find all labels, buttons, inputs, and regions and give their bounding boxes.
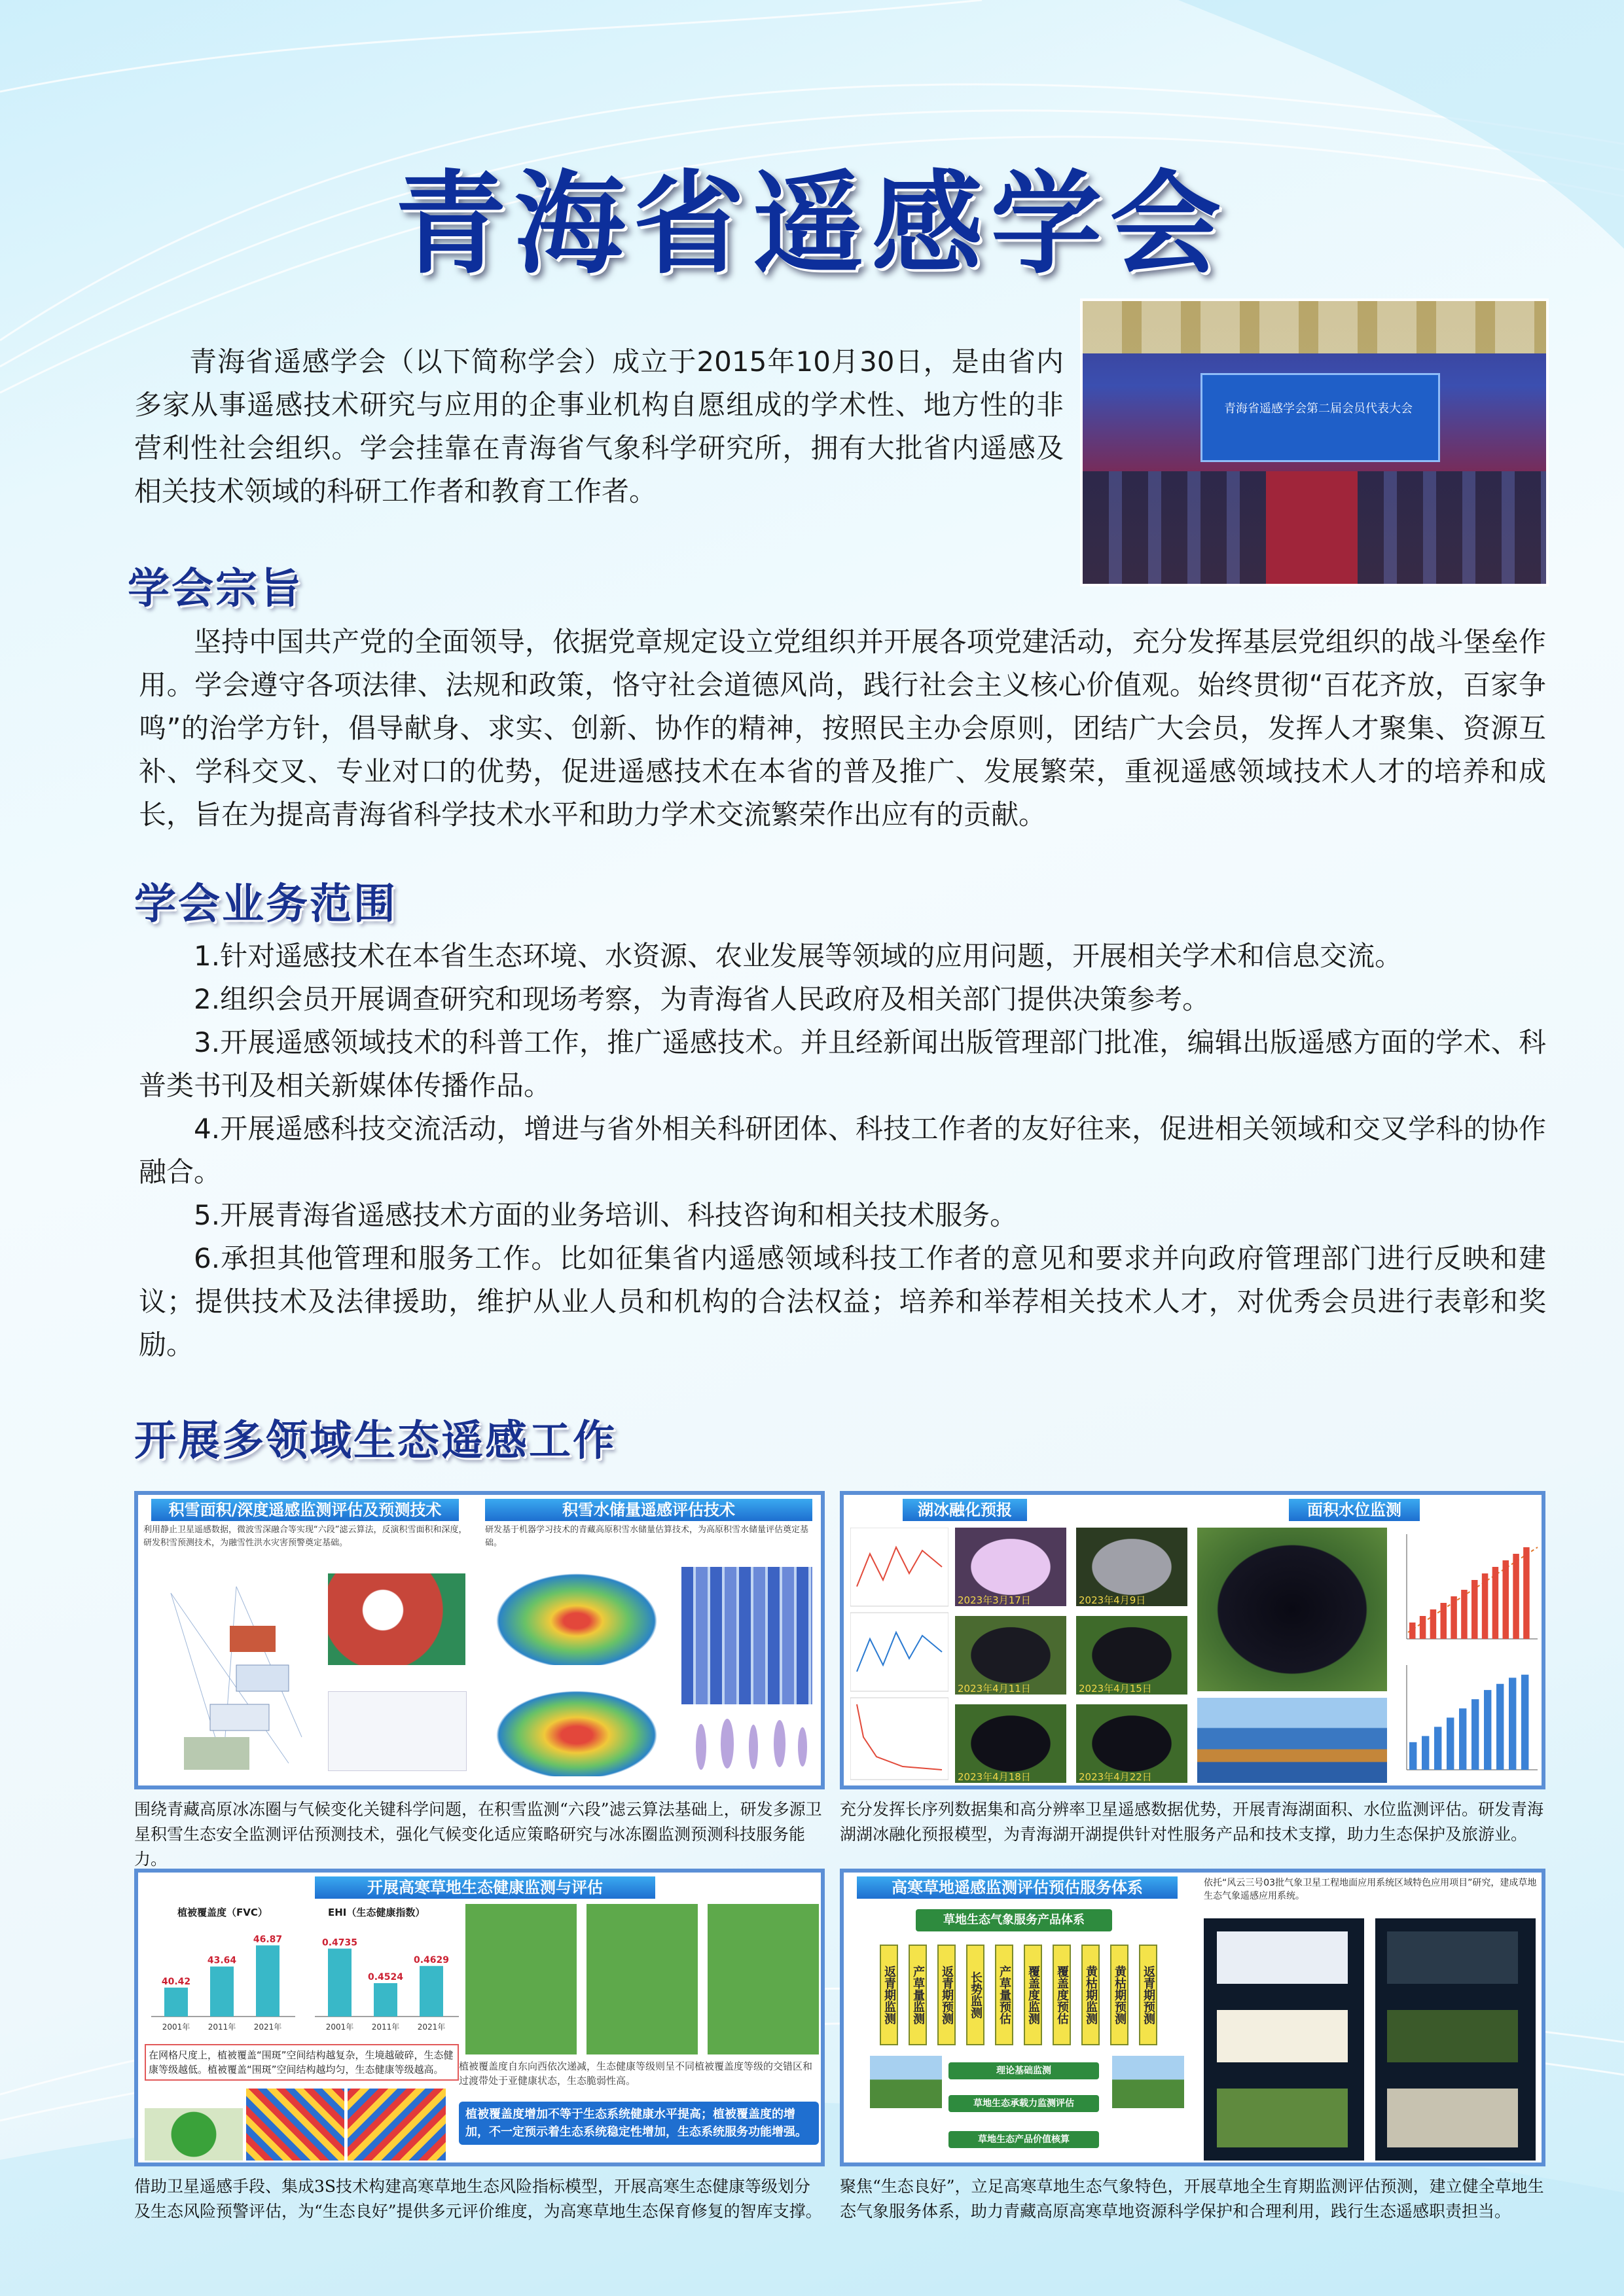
product-column: 覆盖度监测 <box>1024 1945 1042 2045</box>
panel4-caption: 聚焦“生态良好”，立足高寒草地生态气象特色，开展草地全生育期监测评估预测，建立健全草地生态气象服务体系，助力青藏高原高寒草地资源科学保护和合理利用，践行生态遥感职责担当。 <box>840 2177 1544 2221</box>
panel3-caption: 借助卫星遥感手段、集成3S技术构建高寒草地生态风险指标模型，开展高寒生态健康等级划分及生态风险预警评估，为“生态良好”提供多元评价维度，为高寒草地生态保育修复的智库支撑。 <box>134 2177 822 2221</box>
product-column: 黄枯期监测 <box>1081 1945 1100 2045</box>
chart-bar <box>1422 1736 1429 1770</box>
grid-map-3 <box>348 2089 446 2161</box>
panel-grassland-health <box>134 1869 825 2166</box>
product-column: 黄枯期预测 <box>1110 1945 1128 2045</box>
bar-value: 43.64 <box>207 1955 237 1966</box>
bar <box>328 1948 352 2017</box>
scope-item: 2.组织会员开展调查研究和现场考察，为青海省人民政府及相关部门提供决策参考。 <box>194 983 1210 1015</box>
bar-value: 0.4524 <box>367 1972 404 1982</box>
chart-bar <box>1409 1742 1416 1770</box>
product-column: 覆盖度预估 <box>1053 1945 1071 2045</box>
bar <box>210 1967 234 2017</box>
stage-box: 草地生态承载力监测评估 <box>948 2095 1099 2112</box>
bar-year: 2021年 <box>417 2022 446 2032</box>
scope-item: 5.开展青海省遥感技术方面的业务培训、科技咨询和相关技术服务。 <box>194 1199 1018 1231</box>
ehi-maps <box>465 1904 819 2054</box>
bar-value: 0.4735 <box>321 1937 358 1948</box>
bar-year: 2011年 <box>208 2022 236 2032</box>
product-column: 返青期预测 <box>937 1945 956 2045</box>
work-heading: 开展多领域生态遥感工作 <box>134 1417 617 1465</box>
satellite-diagram <box>145 1567 321 1783</box>
panel4-bar: 高寒草地遥感监测评估预估服务体系 <box>857 1876 1178 1899</box>
product-column: 长势监测 <box>966 1945 984 2045</box>
swe-map-2 <box>485 1685 668 1776</box>
panel3-note2: 植被覆盖度自东向西依次递减，生态健康等级则呈不同植被覆盖度等级的交错区和过渡带处于亚健康状态，生态脆弱性高。 <box>459 2060 813 2087</box>
chart-bar <box>1513 1554 1519 1639</box>
chart-bar <box>1447 1717 1454 1770</box>
chart-bar <box>1420 1616 1426 1639</box>
page-title: 青海省遥感学会 <box>395 160 1229 289</box>
panel1-bar2: 积雪水储量遥感评估技术 <box>485 1499 812 1521</box>
product-column: 返青期预测 <box>1139 1945 1157 2045</box>
panel1-bar1: 积雪面积/深度遥感监测评估及预测技术 <box>151 1499 459 1521</box>
chart-bar <box>1430 1609 1437 1639</box>
panel3-bar: 开展高寒草地生态健康监测与评估 <box>315 1876 655 1899</box>
lake-satellite <box>1197 1528 1387 1691</box>
ice-date: 2023年3月17日 <box>958 1594 1031 1606</box>
panel1-caption: 围绕青藏高原冰冻圈与气候变化关键科学问题，在积雪监测“六段”滤云算法基础上，研发多源卫星积雪生态安全监测评估预测技术，强化气候变化适应策略研究与冰冻圈监测预测科技服务能力。 <box>134 1800 822 1869</box>
ice-date: 2023年4月22日 <box>1079 1771 1152 1783</box>
snow-map <box>328 1573 465 1665</box>
chart-bar <box>1459 1708 1466 1770</box>
bar <box>420 1966 443 2017</box>
panel1-desc1: 利用静止卫星遥感数据，微波雪深融合等实现“六段”滤云算法，反演积雪面积和深度，研发积雪预测技术，为融雪性洪水灾害预警奠定基础。 <box>143 1525 467 1548</box>
meeting-photo <box>1080 298 1549 586</box>
stage-box: 草地生态产品价值核算 <box>948 2131 1099 2148</box>
chart-bar <box>1523 1547 1530 1639</box>
ice-image-grid <box>955 1528 1191 1783</box>
bar-year: 2001年 <box>162 2022 190 2032</box>
chart-bar <box>1482 1573 1489 1639</box>
chart-bar <box>1461 1590 1468 1639</box>
ice-date: 2023年4月15日 <box>1079 1683 1152 1695</box>
scope-heading: 学会业务范围 <box>134 880 397 929</box>
chart-bar <box>1471 1580 1478 1639</box>
bar-value: 0.4629 <box>413 1954 450 1965</box>
chart-bar <box>1509 1677 1516 1770</box>
product-columns <box>880 1945 1168 2043</box>
chart-bar <box>1434 1727 1441 1770</box>
bar-year: 2001年 <box>325 2022 354 2032</box>
lake-photo <box>1197 1698 1387 1783</box>
purpose-text: 坚持中国共产党的全面领导，依据党章规定设立党组织并开展各项党建活动，充分发挥基层党组织的战斗堡垒作用。学会遵守各项法律、法规和政策，恪守社会道德风尚，践行社会主义核心价值观。始终贯彻“百花齐放，百家争鸣”的治学方针，倡导献身、求实、创新、协作的精神，按照民主办会原则，团结广大会员，发挥人才聚集、资源互补、学科交叉、专业对口的优势，促进遥感技术在本省的普及推广、发展繁荣，重视遥感领域技术人才的培养和成长，旨在为提高青海省科学技术水平和助力学术交流繁荣作出应有的贡献。 <box>139 626 1546 831</box>
scope-item: 4.开展遥感科技交流活动，增进与省外相关科研团体、科技工作者的友好往来，促进相关领域和交叉学科的协作融合。 <box>139 1113 1546 1188</box>
chart-bar <box>1441 1603 1447 1639</box>
panel3-note3: 植被覆盖度增加不等于生态系统健康水平提高；植被覆盖度的增加，不一定预示着生态系统稳定性增加，生态系统服务功能增强。 <box>459 2102 819 2145</box>
panel2-bar1: 湖冰融化预报 <box>903 1499 1027 1521</box>
lake-area-chart <box>1394 1528 1541 1652</box>
chart-bar <box>1503 1560 1509 1639</box>
panel4-right-note: 依托“风云三号03批气象卫星工程地面应用系统区域特色应用项目”研究，建成草地生态气象遥感应用系统。 <box>1204 1878 1537 1901</box>
chart-bar <box>1484 1690 1491 1770</box>
violin-plot <box>681 1711 812 1776</box>
panel-lake-monitoring <box>840 1491 1545 1789</box>
grassland-photo-1 <box>870 2056 942 2108</box>
bar <box>256 1945 280 2017</box>
product-column: 产草量预估 <box>995 1945 1013 2045</box>
fvc-title: 植被覆盖度（FVC） <box>177 1907 268 1918</box>
snow-outline-map <box>328 1691 467 1771</box>
ice-date: 2023年4月11日 <box>958 1683 1031 1695</box>
scope-item: 6.承担其他管理和服务工作。比如征集省内遥感领域科技工作者的意见和要求并向政府管理部门进行反映和建议；提供技术及法律援助，维护从业人员和机构的合法权益；培养和举荐相关技术人才，对优秀会员进行表彰和奖励。 <box>139 1242 1546 1361</box>
meeting-screen-text: 青海省遥感学会第二届会员代表大会 <box>1224 402 1413 416</box>
panel-grassland-service <box>840 1869 1545 2166</box>
chart-bar <box>1496 1684 1504 1770</box>
chart-bar <box>1521 1675 1528 1770</box>
ehi-bar-chart <box>308 1918 465 2036</box>
bar-year: 2021年 <box>253 2022 282 2032</box>
scope-list <box>139 935 1546 1367</box>
ice-date: 2023年4月9日 <box>1079 1594 1146 1606</box>
chart-bar <box>1471 1699 1479 1770</box>
chart-bar <box>1409 1623 1416 1639</box>
product-title: 草地生态气象服务产品体系 <box>916 1909 1112 1931</box>
fvc-bar-chart <box>145 1918 302 2036</box>
swe-map-1 <box>485 1567 668 1665</box>
ehi-title: EHI（生态健康指数） <box>328 1907 425 1918</box>
scope-item: 3.开展遥感领域技术的科普工作，推广遥感技术。并且经新闻出版管理部门批准，编辑出版遥感方面的学术、科普类书刊及相关新媒体传播作品。 <box>139 1026 1546 1102</box>
product-column: 产草量监测 <box>909 1945 927 2045</box>
stage-box: 理论基础监测 <box>948 2062 1099 2079</box>
bar <box>164 1988 188 2017</box>
grid-map-2 <box>246 2089 344 2161</box>
intro-text: 青海省遥感学会（以下简称学会）成立于2015年10月30日，是由省内多家从事遥感技术研究与应用的企事业机构自愿组成的学术性、地方性的非营利性社会组织。学会挂靠在青海省气象科学研究所，拥有大批省内遥感及相关技术领域的科研工作者和教育工作者。 <box>134 346 1064 507</box>
product-column: 返青期监测 <box>880 1945 898 2045</box>
purpose-heading: 学会宗旨 <box>128 565 303 613</box>
panel-snow-monitoring <box>134 1491 825 1789</box>
grid-map-1 <box>145 2108 243 2161</box>
heatmap-table <box>681 1567 812 1704</box>
system-screenshots <box>1204 1918 1538 2161</box>
grassland-photo-2 <box>1112 2056 1184 2108</box>
ice-date: 2023年4月18日 <box>958 1771 1031 1783</box>
lake-level-chart <box>1394 1659 1541 1783</box>
panel2-caption: 充分发挥长序列数据集和高分辨率卫星遥感数据优势，开展青海湖面积、水位监测评估。研发青海湖湖冰融化预报模型，为青海湖开湖提供针对性服务产品和技术支撑，助力生态保护及旅游业。 <box>840 1800 1544 1844</box>
panel1-desc2: 研发基于机器学习技术的青藏高原积雪水储量估算技术，为高原积雪水储量评估奠定基础。 <box>485 1525 809 1548</box>
chart-bar <box>1492 1567 1499 1639</box>
panel3-note1: 在网格尺度上，植被覆盖“围斑”空间结构越复杂，生境越破碎，生态健康等级越低。植被覆盖“围斑”空间结构越均匀，生态健康等级越高。 <box>145 2044 459 2081</box>
panel2-bar2: 面积水位监测 <box>1289 1499 1420 1521</box>
scope-item: 1.针对遥感技术在本省生态环境、水资源、农业发展等领域的应用问题，开展相关学术和信息交流。 <box>194 940 1403 972</box>
bar-year: 2011年 <box>371 2022 400 2032</box>
ice-forecast-charts <box>850 1528 948 1783</box>
chart-bar <box>1451 1596 1457 1639</box>
bar <box>374 1983 397 2017</box>
bar-value: 40.42 <box>161 1976 191 1987</box>
bar-value: 46.87 <box>253 1934 283 1945</box>
